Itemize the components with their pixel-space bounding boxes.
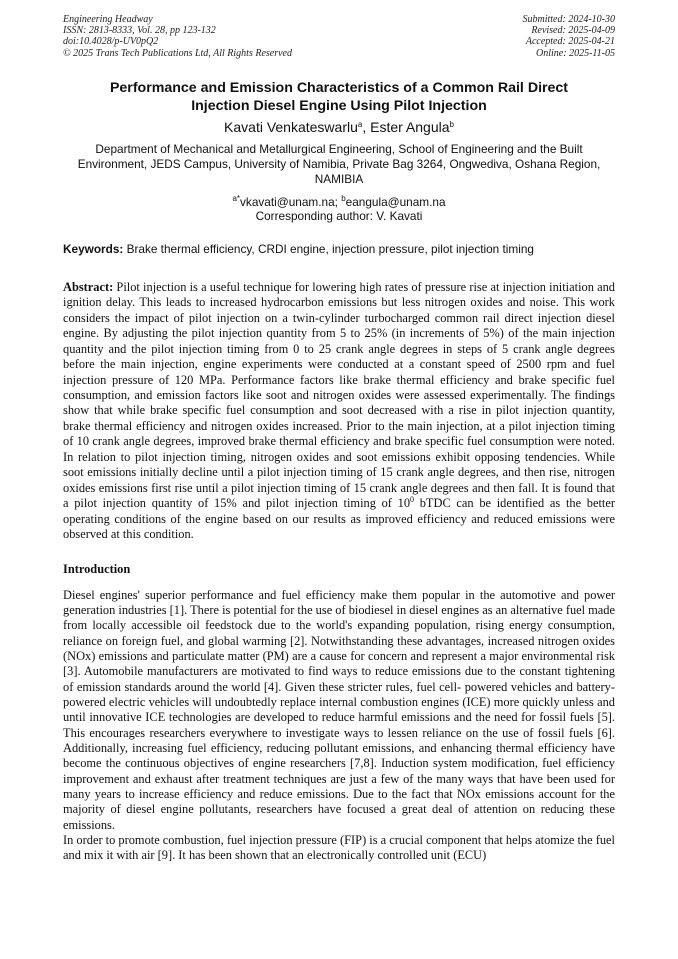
journal-copyright: © 2025 Trans Tech Publications Ltd, All Rights Reserved xyxy=(63,47,292,59)
email-1-sup: a* xyxy=(232,193,241,203)
introduction-body xyxy=(63,588,615,864)
keywords-text: Brake thermal efficiency, CRDI engine, injection pressure, pilot injection timing xyxy=(123,241,534,256)
paper-title xyxy=(63,79,615,115)
date-revised: Revised: 2025-04-09 xyxy=(531,25,615,37)
corresponding-author: Corresponding author: V. Kavati xyxy=(255,208,423,223)
email-1[interactable]: vkavati@unam.na; xyxy=(240,194,342,209)
intro-paragraph-2: In order to promote combustion, fuel injection pressure (FIP) is a crucial component that helps atomize the fuel and mix it with air [9]. It has been shown that an electronically controlled unit (ECU) xyxy=(63,833,615,863)
paper-title-line-2: Injection Diesel Engine Using Pilot Injection xyxy=(191,97,487,114)
journal-info xyxy=(63,14,292,59)
author-separator: , xyxy=(362,118,371,135)
journal-header xyxy=(63,14,615,59)
author-1: Kavati Venkateswarlu xyxy=(224,118,358,135)
journal-doi[interactable]: doi:10.4028/p-UV0pQ2 xyxy=(63,36,159,48)
author-2: Ester Angula xyxy=(370,118,450,135)
abstract-superscript: 0 xyxy=(410,495,415,505)
author-1-sup: a xyxy=(357,119,363,129)
email-2-sup: b xyxy=(341,193,346,203)
date-online: Online: 2025-11-05 xyxy=(536,47,615,59)
intro-paragraph-1: Diesel engines' superior performance and fuel efficiency make them popular in the automotive and power generation industries [1]. There is potential for the use of biodiesel in diesel engines as an alternative fuel made from locally accessible oil feedstock due to the world's expanding population, rising energy consumption, reliance on foreign fuel, and global warming [2]. Notwithstanding these advantages, increased nitrogen oxides (NOx) emissions and particulate matter (PM) are a cause for concern and represent a major environmental risk [3]. Automobile manufacturers are motivated to find ways to reduce emissions due to the constant tightening of emission standards around the world [4]. Given these stricter rules, fuel cell- powered vehicles and battery-powered electric vehicles will undoubtedly replace internal combustion engines (ICE) more quickly unless and until innovative ICE technologies are developed to reduce harmful emissions and the need for fossil fuels [5]. This encourages researchers everywhere to investigate ways to lessen reliance on the use of fossil fuels [6]. Additionally, increasing fuel efficiency, reducing pollutant emissions, and enhancing thermal efficiency have become the continuous objectives of engine researchers [7,8]. Induction system modification, fuel efficiency improvement and exhaust after treatment techniques are just a few of the many ways that have been used for many years to increase efficiency and reduce emissions. Due to the fact that NOx emissions account for the majority of diesel engine pollutants, researchers have focused a great deal of attention on reducing these emissions. xyxy=(63,587,616,832)
affiliation: Department of Mechanical and Metallurgical Engineering, School of Engineering and the Built Environment, JEDS Campus, University of Namibia, Private Bag 3264, Ongwediva, Oshana Region, NAMIBIA xyxy=(77,141,601,186)
abstract-label: Abstract: xyxy=(63,279,114,294)
keywords xyxy=(63,242,615,257)
journal-name: Engineering Headway xyxy=(63,14,153,25)
date-accepted: Accepted: 2025-04-21 xyxy=(525,36,615,48)
author-list xyxy=(63,118,615,136)
journal-issn: ISSN: 2813-8333, Vol. 28, pp 123-132 xyxy=(63,25,216,37)
paper-title-line-1: Performance and Emission Characteristics of a Common Rail Direct xyxy=(109,79,569,96)
author-emails xyxy=(63,195,615,209)
author-2-sup: b xyxy=(449,119,454,129)
paper-page xyxy=(63,14,615,864)
date-submitted: Submitted: 2024-10-30 xyxy=(522,14,615,25)
email-2[interactable]: eangula@unam.na xyxy=(345,194,446,209)
abstract-tail: bTDC can be identified as the better operating conditions of the engine based on our results as improved efficiency and reduced emissions were observed at this condition. xyxy=(63,496,615,542)
abstract-text: Pilot injection is a useful technique for lowering high rates of pressure rise at injection initiation and ignition delay. This leads to increased hydrocarbon emissions but less nitrogen oxides and noise. This work considers the impact of pilot injection on a twin-cylinder turbocharged common rail direct injection diesel engine. By adjusting the pilot injection quantity from 5 to 25% (in increments of 5%) of the main injection quantity and the pilot injection timing from 0 to 25 crank angle degrees in steps of 5 crank angle degrees before the main injection, engine experiments were conducted at a constant speed of 2500 rpm and fuel injection pressure of 120 MPa. Performance factors like brake thermal efficiency and brake specific fuel consumption, and emission factors like soot and nitrogen oxides were assessed experimentally. The findings show that while brake specific fuel consumption and soot decreased with a rise in pilot injection quantity, brake thermal efficiency and nitrogen oxides increased. Prior to the main injection, at a pilot injection timing of 10 crank angle degrees, improved brake thermal efficiency and brake specific fuel consumption were noted. In relation to pilot injection timing, nitrogen oxides and soot emissions exhibit opposing tendencies. While soot emissions initially decline until a pilot injection timing of 15 crank angle degrees, and then rise, nitrogen oxides emissions first rise until a pilot injection timing of 15 crank angle degrees and then fall. It is found that a pilot injection quantity of 15% and pilot injection timing of 10 xyxy=(63,279,615,511)
abstract xyxy=(63,280,615,543)
publication-dates xyxy=(523,14,616,59)
section-heading-introduction: Introduction xyxy=(63,561,131,576)
keywords-label: Keywords: xyxy=(63,241,124,256)
